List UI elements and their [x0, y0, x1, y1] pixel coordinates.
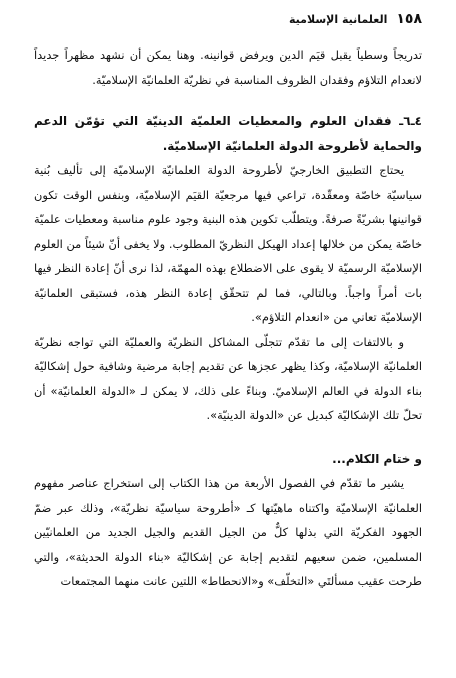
paragraph-1: يحتاج التطبيق الخارجيّ لأطروحة الدولة العلمانيّة الإسلاميّة إلى تأليف بُنية سياسيّة خاصّة ومعقّدة، تراعي فيها مرجعيّة القيَم الإسلاميّة، وبنفس الوقت تكون قوانينها بشريّةً صرفةً. ويتطلّب تكوين هذه البنية وجود علوم مناسبة ومعطيات علميّة خاصّة يمكن من خلالها إعداد الهيكل النظريّ المطلوب. ولا يخفى أنّ شيئاً من العلوم الإسلاميّة الرسميّة لا يقوى على الاضطلاع بهذه المهمّة، لذا نرى أنّ إعادة النظر فيها بات أمراً واجباً. وبالتالي، فما لم تتحقّق إعادة النظر هذه، فستبقى العلمانيّة الإسلاميّة تعاني من «انعدام التلاؤم». [34, 163, 422, 324]
running-title: العلمانية الإسلامية [289, 13, 388, 26]
page-body [34, 43, 422, 594]
closing-heading: و ختام الكلام... [332, 451, 422, 466]
page-number: ١٥٨ [396, 11, 422, 27]
running-header [34, 11, 422, 33]
continued-paragraph: تدريجاً وسطياً يقبل قيَم الدين ويرفض قوانينه. وهنا يمكن أن نشهد مظهراً جديداً لانعدام التلاؤم وفقدان الظروف المناسبة في نظريّة العلمانيّة الإسلاميّة. [34, 48, 422, 87]
paragraph-3: يشير ما تقدّم في الفصول الأربعة من هذا الكتاب إلى استخراج عناصر مفهوم العلمانيّة الإسلاميّة واكتناه ماهيّتها كـ «أطروحة سياسيّة نظريّة»، وذلك عبر ضمّ الجهود الفكريّة التي بذلها كلٌّ من الجيل القديم والجيل الجديد من العلمانيّين المسلمين، ضمن سعيهم لتقديم إجابة عن إشكاليّة «بناء الدولة الحديثة»، والتي طرحت عقيب مسألتَي «التخلّف» و«الانحطاط» اللتين عانت منهما المجتمعات [34, 476, 422, 588]
section-heading: ٤ـ٦ـ فقدان العلوم والمعطيات العلميّة الدينيّة التي تؤمّن الدعم والحماية لأطروحة الدولة العلمانيّة الإسلاميّة. [34, 114, 422, 153]
paragraph-2: و بالالتفات إلى ما تقدّم تتجلّى المشاكل النظريّة والعمليّة التي تواجه نظريّة العلمانيّة الإسلاميّة، وكذا يظهر عجزها عن تقديم إجابة مرضية وشافية حول إشكاليّة بناء الدولة في العالم الإسلاميّ. وبناءً على ذلك، لا يمكن لـ «الدولة العلمانيّة» أن تحلّ تلك الإشكاليّة كبديل عن «الدولة الدينيّة». [34, 334, 422, 422]
